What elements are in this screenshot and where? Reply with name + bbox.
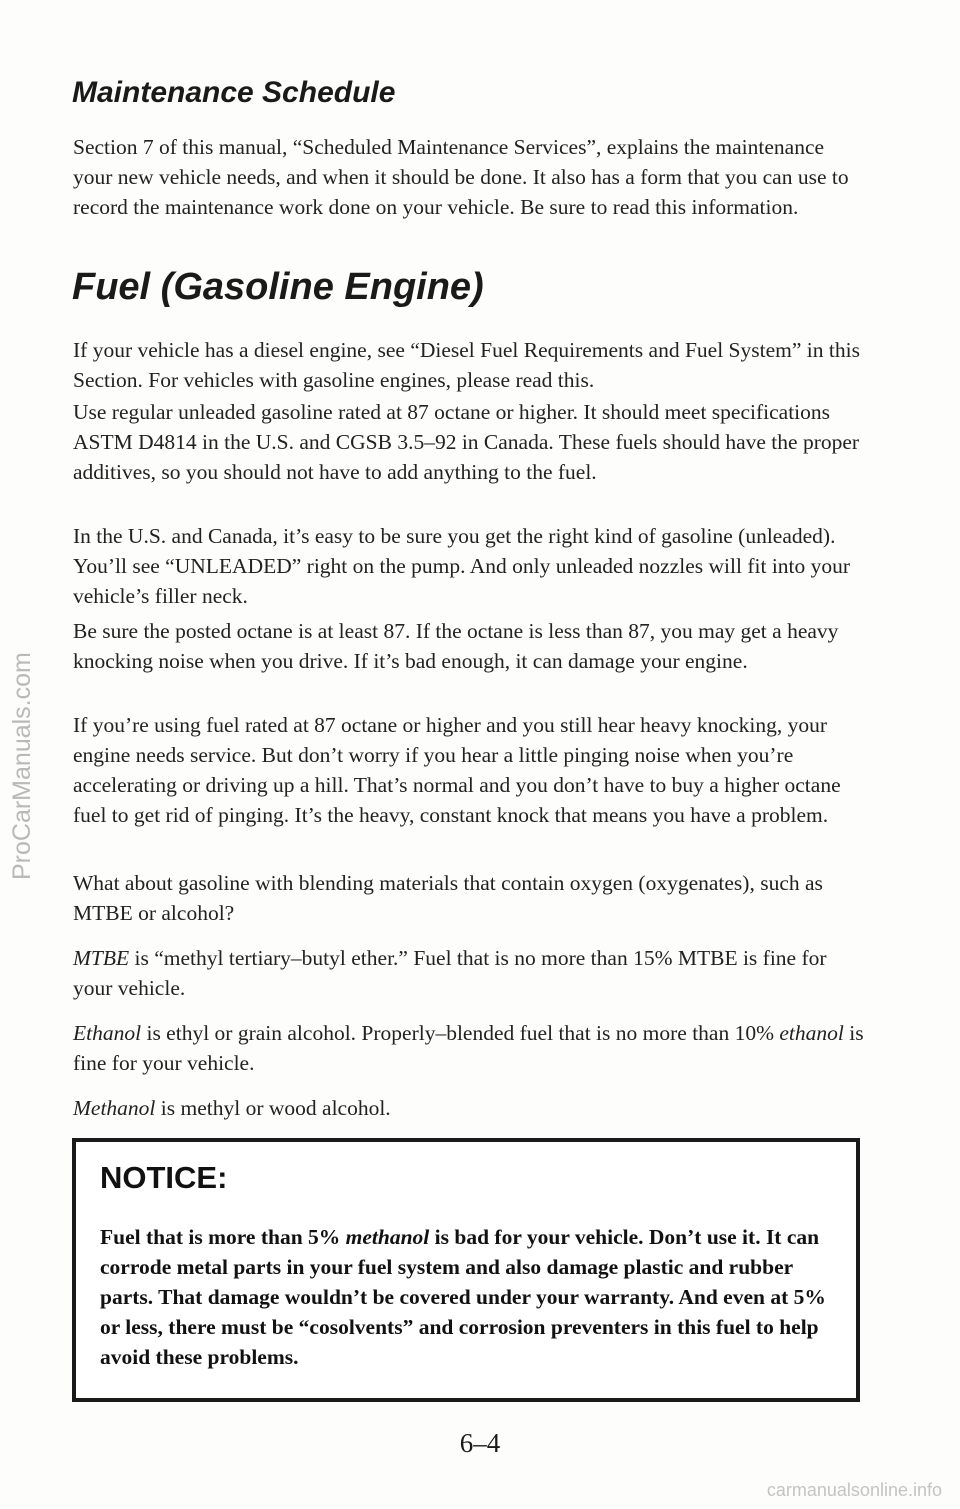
paragraph-octane-spec: Use regular unleaded gasoline rated at 87 octane or higher. It should meet specifications ASTM D4814 in the U.S. and CGSB 3.5–92 in Canada. These fuels should have the proper additives, so you should not have to add anything to the fuel. (73, 400, 860, 484)
watermark-side: ProCarManuals.com (8, 652, 36, 880)
page-number: 6–4 (459, 1428, 501, 1458)
notice-term-methanol: methanol (345, 1225, 430, 1249)
term-methanol: Methanol (73, 1096, 156, 1120)
notice-text-rest: is bad for your vehicle. Don’t use it. It can corrode metal parts in your fuel system and also damage plastic and rubber parts. That damage wouldn’t be covered under your warranty. And even at 5% or less, there must be “cosolvents” and corrosion preventers in this fuel to help avoid these problems. (100, 1225, 826, 1369)
paragraph-mtbe (73, 943, 868, 1003)
notice-box (72, 1138, 860, 1402)
notice-text-start: Fuel that is more than 5% (100, 1225, 346, 1249)
paragraph-methanol (73, 1093, 868, 1123)
paragraph-oxygenates: What about gasoline with blending materials that contain oxygen (oxygenates), such as MTBE or alcohol? (73, 871, 823, 925)
heading-maintenance-schedule: Maintenance Schedule (72, 76, 396, 109)
term-ethanol-inline: ethanol (779, 1021, 844, 1045)
heading-fuel-gasoline-engine: Fuel (Gasoline Engine) (72, 266, 484, 308)
term-mtbe: MTBE (73, 946, 130, 970)
ethanol-definition: is ethyl or grain alcohol. Properly–blended fuel that is no more than 10% (141, 1021, 780, 1045)
term-ethanol: Ethanol (73, 1021, 142, 1045)
paragraph-diesel-note: If your vehicle has a diesel engine, see “Diesel Fuel Requirements and Fuel System” in this Section. For vehicles with gasoline engines, please read this. (73, 338, 860, 392)
paragraph-unleaded: In the U.S. and Canada, it’s easy to be sure you get the right kind of gasoline (unleaded). You’ll see “UNLEADED” right on the pump. And only unleaded nozzles will fit into your vehicle’s filler neck. (73, 524, 851, 608)
paragraph-knocking: Be sure the posted octane is at least 87. If the octane is less than 87, you may get a heavy knocking noise when you drive. If it’s bad enough, it can damage your engine. (73, 619, 839, 673)
methanol-definition: is methyl or wood alcohol. (155, 1096, 391, 1120)
paragraph-maintenance: Section 7 of this manual, “Scheduled Maintenance Services”, explains the maintenance your new vehicle needs, and when it should be done. It also has a form that you can use to record the maintenance work done on your vehicle. Be sure to read this information. (73, 135, 849, 219)
watermark-bottom: carmanualsonline.info (766, 1480, 942, 1500)
paragraph-pinging: If you’re using fuel rated at 87 octane or higher and you still hear heavy knocking, your engine needs service. But don’t worry if you hear a little pinging noise when you’re accelerating or driving up a hill. That’s normal and you don’t have to buy a higher octane fuel to get rid of pinging. It’s the heavy, constant knock that means you have a problem. (73, 713, 841, 827)
mtbe-definition: is “methyl tertiary–butyl ether.” Fuel that is no more than 15% MTBE is fine for your vehicle. (73, 946, 827, 1000)
notice-text (100, 1222, 830, 1372)
ethanol-definition-end: is fine for your vehicle. (73, 1021, 864, 1075)
paragraph-ethanol (73, 1018, 868, 1078)
notice-title: NOTICE: (100, 1160, 228, 1195)
